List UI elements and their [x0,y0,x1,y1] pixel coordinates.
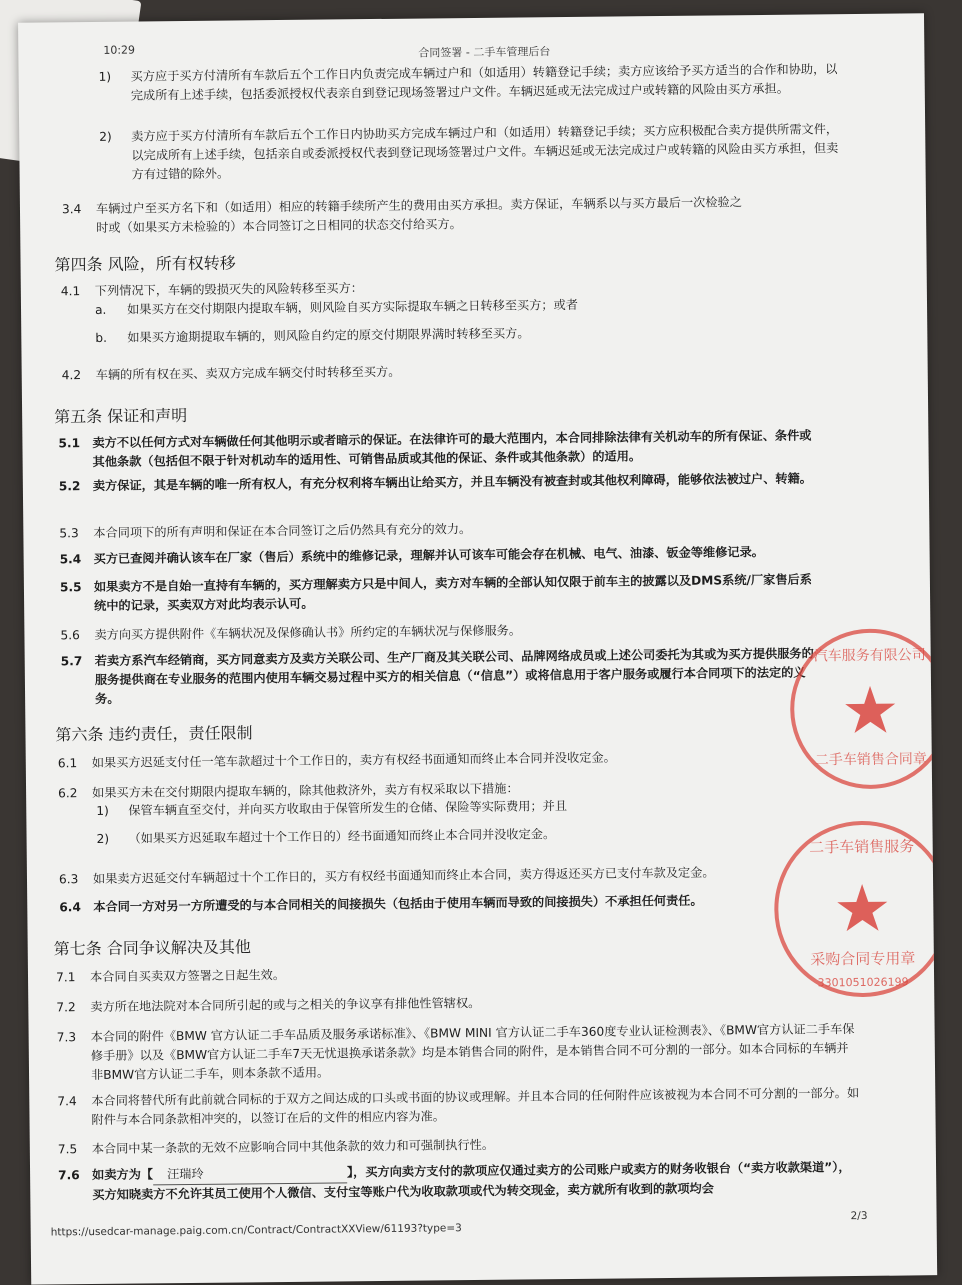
clause-text: 如果买方逾期提取车辆的，则风险自约定的原交付期限界满时转移至买方。 [127,326,530,345]
clause-number: 2) [96,831,110,846]
article-4-heading: 第四条 风险，所有权转移 [54,253,236,275]
clause-3-3-1 [98,60,839,103]
seal1-text: 二手车销售合同章 [814,751,927,769]
header-title: 合同签署 - 二手车管理后台 [418,45,551,60]
article-7-heading: 第七条 合同争议解决及其他 [53,937,251,959]
clause-7-1 [55,960,856,985]
clause-6-1 [57,746,838,771]
footer-page-number: 2/3 [850,1209,868,1223]
clause-number: 6.2 [58,786,78,801]
clause-text: 如果卖方不是自始一直持有车辆的，买方理解卖方只是中间人，卖方对车辆的全部认知仅限于前车主的披露以及DMS系统/厂家售后系统中的记录，买卖双方对此均表示认可。 [93,572,812,613]
clause-text: 本合同项下的所有声明和保证在本合同签订之后仍然具有充分的效力。 [93,522,472,540]
clause-text: 如果卖方迟延交付车辆超过十个工作日的，买方有权经书面通知而终止本合同，卖方得返还买方已支付车款及定金。 [92,865,715,887]
clause-number: 5.2 [58,479,81,494]
clause-number: 1) [96,803,109,818]
clause-5-6 [60,618,840,643]
clause-number: 7.4 [57,1094,77,1109]
seal2-number: 3301051026199 [817,975,909,990]
clause-text [92,1158,858,1205]
clause-number: 1) [98,69,112,84]
seller-name-field: 汪瑞玲 [153,1163,347,1185]
clause-text: 卖方不以任何方式对车辆做任何其他明示或者暗示的保证。在法律许可的最大范围内，本合同排除法律有关机动车的所有保证、条件或其他条款（包括但不限于针对机动车的适用性、可销售品质或其他的保证、条件或其他条款）的适用。 [92,428,812,469]
clause-7-3 [56,1020,857,1083]
clause-text: 车辆的所有权在买、卖双方完成车辆交付时转移至买方。 [95,364,401,382]
clause-5-7 [60,644,841,706]
clause-number: 5.1 [58,436,81,451]
clause-7-2 [56,990,856,1015]
clause-text: 卖方应于买方付清所有车款后五个工作日内协助买方完成车辆过户和（如适用）转籍登记手续；买方应积极配合卖方提供所需文件，以完成所有上述手续，包括亲自或委派授权代表到登记现场签署过户文件。车辆迟延或无法完成过户或转籍的风险由买方承担，但卖方有过错的除外。 [131,122,839,182]
clause-number: 5.4 [59,552,82,567]
article-5-heading: 第五条 保证和声明 [54,405,188,427]
clause-number: 7.5 [57,1142,78,1157]
clause-text: 卖方所在地法院对本合同所引起的或与之相关的争议享有排他性管辖权。 [90,995,481,1015]
clause-number: 7.6 [58,1168,80,1183]
clause-5-1 [58,426,838,469]
clause-6-4 [59,890,839,915]
clause-5-3 [59,516,839,541]
clause-number: 7.2 [56,1000,76,1015]
clause-3-4 [61,192,822,235]
seal2-bottom-text: 采购合同专用章 [810,949,916,969]
clause-text: 如果买方在交付期限内提取车辆，则风险自买方实际提取车辆之日转移至买方；或者 [126,297,579,317]
clause-text: 买方应于买方付清所有车款后五个工作日内负责完成车辆过户和（如适用）转籍登记手续；卖方应该给予买方适当的合作和协助，以完成所有上述手续，包括委派授权代表亲自到登记现场签署过户文件。车辆迟延或无法完成过户或转籍的风险由买方承担。 [130,62,838,103]
clause-number: 7.3 [56,1030,77,1045]
clause-text: 卖方保证，其是车辆的唯一所有权人，有充分权利将车辆出让给买方，并且车辆没有被查封或其他权利障碍，能够依法被过户、转籍。 [92,471,812,493]
clause-number: 6.3 [58,872,79,887]
clause-4-1-b [95,321,835,345]
clause-number: 7.1 [55,970,76,985]
clause-text: 本合同中某一条款的无效不应影响合同中其他条款的效力和可强制执行性。 [91,1137,495,1157]
clause-7-5 [57,1132,858,1157]
clause-number: 6.1 [57,756,78,771]
clause-number: 5.5 [59,580,82,595]
clause-text: 本合同将替代所有此前就合同标的于双方之间达成的口头或书面的协议或理解。并且本合同的任何附件应该被视为本合同不可分割的一部分。如附件与本合同条款相冲突的，以签订在后的文件的相应内容为准。 [91,1085,860,1128]
clause-6-2-2 [96,822,836,846]
clause-4-1 [60,274,821,299]
clause-number: 4.2 [61,368,82,383]
clause-number: a. [94,302,107,317]
seal-star [845,686,895,734]
clause-text: 本合同的附件《BMW 官方认证二手车品质及服务承诺标准》、《BMW MINI 官方认证二手车360度专业认证检测表》、《BMW官方认证二手车保修手册》以及《BMW官方认证二手车7天无忧退换承诺条款》均是本销售合同的附件，是本销售合同不可分割的一部分。如本合同标的车辆并非BMW官方认证二手车，则本条款不适用。 [90,1022,855,1083]
clause-number: 5.6 [60,628,80,643]
clause-text: （如果买方迟延取车超过十个工作日的）经书面通知而终止本合同并没收定金。 [128,827,556,846]
article-6-heading: 第六条 违约责任，责任限制 [55,723,253,745]
clause-7-6 [58,1158,858,1203]
clause-3-3-2 [99,120,839,182]
clause-text: 本合同自买卖双方签署之日起生效。 [89,968,286,985]
clause-7-6-prefix: 如卖方为【 [92,1167,154,1183]
clause-number: 2) [99,129,112,144]
clause-number: 5.7 [60,654,83,669]
clause-text: 车辆过户至买方名下和（如适用）相应的转籍手续所产生的费用由买方承担。卖方保证，车辆系以与买方最后一次检验之时或（如果买方未检验的）本合同签订之日相同的状态交付给买方。 [95,195,742,235]
company-seal-1 [784,623,937,795]
clause-text: 保管车辆直至交付，并向买方收取由于保管所发生的仓储、保险等实际费用；并且 [128,799,568,818]
clause-text: 若卖方系汽车经销商，买方同意卖方及卖方关联公司、生产厂商及其关联公司、品牌网络成员或上述公司委托为其或为买方提供服务的服务提供商在专业服务的范围内使用车辆交易过程中买方的相关信息（“信息”）或将信息用于客户服务或履行本合同项下的法定的义务。 [94,646,814,706]
clause-number: 4.1 [60,284,81,299]
seal-star [837,884,887,932]
clause-5-5 [59,570,840,613]
footer-url: https://usedcar-manage.paig.com.cn/Contract/ContractXXView/61193?type=3 [50,1222,462,1239]
clause-number: 3.4 [61,202,82,217]
clause-text: 买方已查阅并确认该车在厂家（售后）系统中的维修记录，理解并认可该车可能会存在机械、电气、油漆、钣金等维修记录。 [93,544,764,566]
clause-6-2 [58,776,838,801]
clause-4-2 [61,358,822,383]
clause-number: b. [95,330,108,345]
contract-page [18,13,937,1284]
clause-text: 如果买方迟延支付任一笔车款超过十个工作日的，卖方有权经书面通知而终止本合同并没收定金。 [91,750,616,771]
clause-6-3 [58,862,839,887]
clause-number: 5.3 [59,526,79,541]
clause-5-4 [59,542,840,567]
clause-7-6-suffix: 】，买方向卖方支付的款项应仅通过卖方的公司账户或卖方的财务收银台（“卖方收款渠道”），买方知晓卖方不允许其员工使用个人微信、支付宝等账户代为收取款项或代为转交现金，卖方就所有收到的款项均会 [92,1160,851,1203]
seal1-top-text: 汽车服务有限公司 [813,647,926,665]
clause-text: 如果买方未在交付期限内提取车辆的，除其他救济外，卖方有权采取以下措施： [92,781,519,801]
clause-number: 6.4 [59,900,81,915]
clause-text: 卖方向买方提供附件《车辆状况及保修确认书》所约定的车辆状况与保修服务。 [94,623,522,642]
company-seal-2 [766,813,937,1005]
clause-text: 下列情况下，车辆的毁损灭失的风险转移至买方： [94,281,364,298]
clause-text: 本合同一方对另一方所遭受的与本合同相关的间接损失（包括由于使用车辆而导致的间接损失）不承担任何责任。 [93,893,703,915]
seal2-top-text: 二手车销售服务 [809,837,915,857]
header-time: 10:29 [103,43,136,57]
clause-7-4 [57,1084,860,1128]
